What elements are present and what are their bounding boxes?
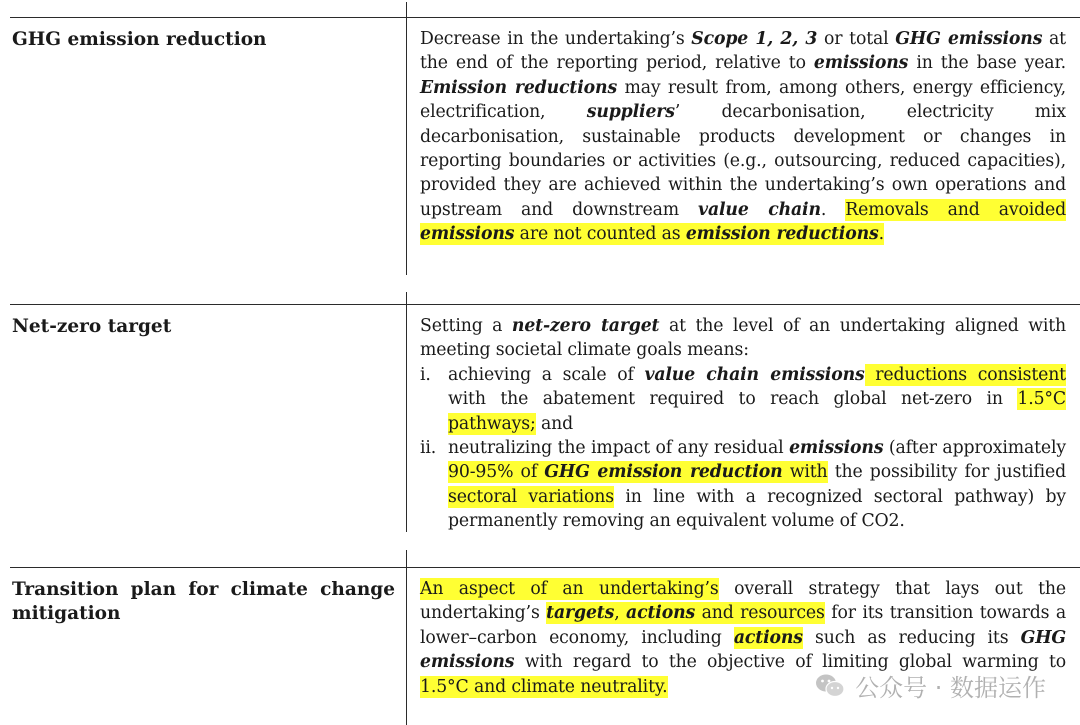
defined-term: value chain emissions [644,364,865,385]
highlight [626,602,695,624]
definition-text: Decrease in the undertaking’s Scope 1, 2, 3 or total GHG emissions at the end of the reporting period, relative to emissions in the base year. Emission reductions may result from, among others, energy efficiency, electrification, suppliers’ decarbonisation, electricity mix decarbonisation, sustainable products development or changes in reporting boundaries or activities (e.g., outsourcing, reduced capacities), provided they are achieved within the undertaking’s own operations and upstream and downstream value chain. Removals and avoided emissions are not counted as emission reductions. [420,29,1067,245]
defined-term: Scope 1, 2, 3 [691,29,818,49]
defined-term: GHG emissions [420,627,1066,673]
wechat-icon [815,673,845,699]
row-divider [10,304,1080,305]
list-item-number: ii. [420,438,437,459]
column-divider [406,2,407,275]
column-divider [406,550,407,725]
term-net-zero-target: Net-zero target [12,316,172,337]
defined-term: targets [546,603,615,624]
highlight: , [614,603,627,624]
highlight: 1.5°C and climate neutrality. [420,676,668,697]
defined-term: emissions [420,224,515,245]
definition-net-zero-target [420,314,1066,534]
definition-ghg-emission-reduction [420,27,1066,247]
highlight: reductions consistent [864,364,1066,385]
definition-text: An aspect of an undertaking’s overall strategy that lays out the undertaking’s targets, actions and resources for its transition towards a lower–carbon economy, including actions such as reducing its GHG emissions with regard to the objective of limiting global warming to 1.5°C and climate neutrality. [420,579,1066,697]
highlight [546,602,614,624]
defined-term: GHG emissions [895,29,1043,49]
list-item [420,363,1066,436]
list-item-text: neutralizing the impact of any residual emissions (after approximately 90-95% of GHG emission reduction with the possibility for justified sectoral variations in line with a recognized sectoral pathway) by permanently removing an equivalent volume of CO2. [448,438,1067,532]
highlight [734,627,803,649]
row-divider-top [10,17,1080,18]
defined-term: actions [733,627,803,648]
watermark-text: 公众号 · 数据运作 [855,674,1046,702]
list-item-text: achieving a scale of value chain emissions reductions consistent with the abatement required to reach global net-zero in 1.5°C pathways; and [448,364,1066,434]
term-transition-plan: Transition plan for climate change mitigation [12,579,395,624]
highlight: are not counted as [514,224,686,245]
highlight [544,461,782,483]
defined-term: Emission reductions [420,77,618,98]
highlight: 1.5°C pathways; [448,389,1066,434]
highlight: 90-95% of [448,462,545,483]
highlight [686,223,879,245]
watermark [815,668,1046,703]
highlight [420,223,514,245]
definition-list [420,363,1066,534]
defined-term: emissions [813,53,909,74]
defined-term: emission reductions [685,224,879,245]
defined-term: value chain [698,199,821,220]
highlight: An aspect of an undertaking’s [420,579,719,599]
highlight: . [878,224,884,245]
defined-term: emissions [789,438,884,459]
defined-term: suppliers [586,102,675,123]
highlight: with [782,462,828,483]
list-item [420,436,1066,534]
column-divider [406,292,407,532]
term-ghg-emission-reduction: GHG emission reduction [12,29,267,50]
highlight: Removals and avoided [845,199,1066,220]
defined-term: actions [626,603,696,624]
highlight: and resources [695,603,825,624]
list-item-number: i. [420,364,431,385]
defined-term: net-zero target [511,316,660,336]
row-divider [10,567,1080,568]
highlight: sectoral variations [448,486,614,507]
definition-intro: Setting a net-zero target at the level of an undertaking aligned with meeting societal climate goals means: [420,316,1066,361]
defined-term: GHG emission reduction [544,462,783,483]
